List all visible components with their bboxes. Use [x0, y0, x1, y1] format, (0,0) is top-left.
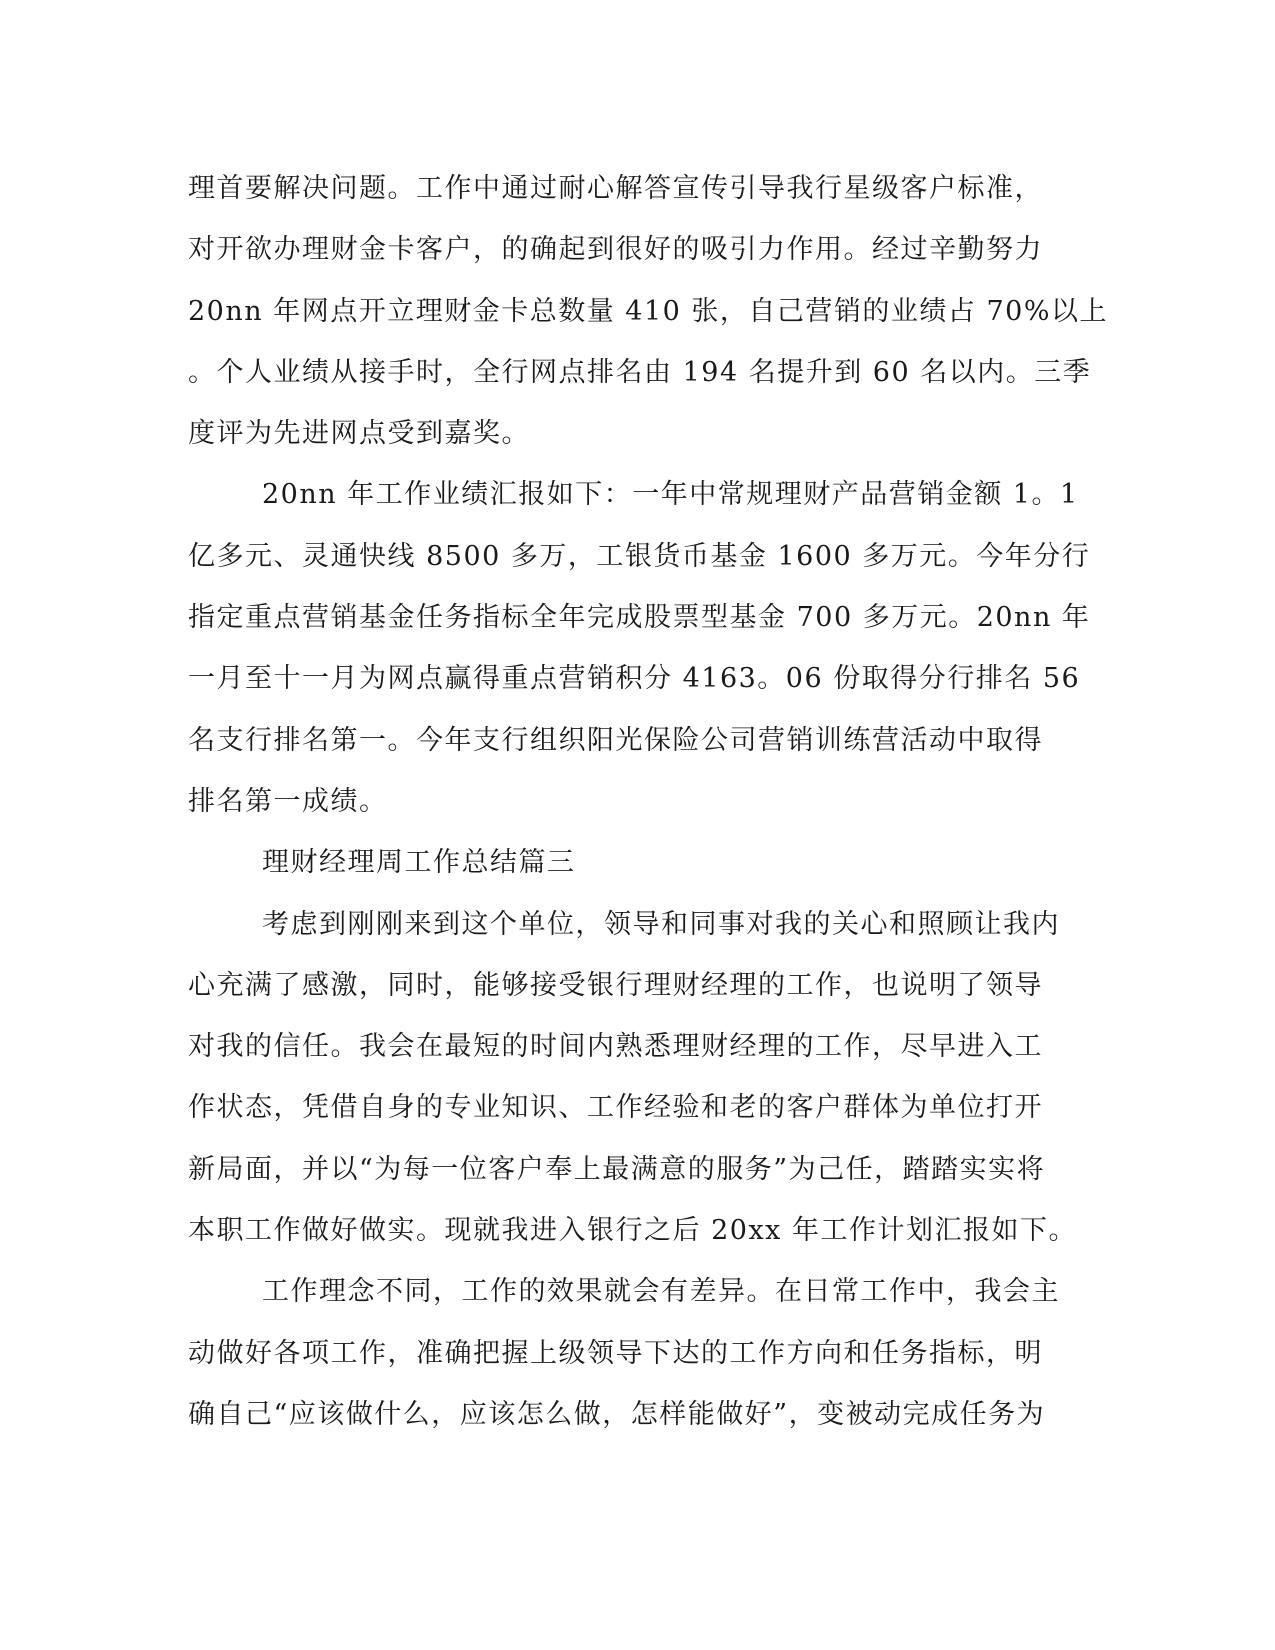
- text-line: 名支行排名第一。今年支行组织阳光保险公司营销训练营活动中取得: [188, 724, 1043, 756]
- text-line: 对我的信任。我会在最短的时间内熟悉理财经理的工作，尽早进入工: [188, 1031, 1043, 1063]
- text-line: 确自己“应该做什么，应该怎么做，怎样能做好”，变被动完成任务为: [188, 1398, 1046, 1430]
- text-line: 度评为先进网点受到嘉奖。: [188, 418, 530, 450]
- text-line: 考虑到刚刚来到这个单位，领导和同事对我的关心和照顾让我内: [262, 908, 1060, 940]
- text-line: 对开欲办理财金卡客户，的确起到很好的吸引力作用。经过辛勤努力: [188, 234, 1043, 266]
- section-heading: 理财经理周工作总结篇三: [262, 847, 576, 879]
- text-line: 20nn 年网点开立理财金卡总数量 410 张，自己营销的业绩占 70%以上: [188, 295, 1109, 327]
- text-line: 亿多元、灵通快线 8500 多万，工银货币基金 1600 多万元。今年分行: [188, 540, 1091, 572]
- text-line: 工作理念不同，工作的效果就会有差异。在日常工作中，我会主: [262, 1276, 1060, 1308]
- text-line: 心充满了感激，同时，能够接受银行理财经理的工作，也说明了领导: [188, 969, 1043, 1001]
- text-line: 新局面，并以“为每一位客户奉上最满意的服务”为己任，踏踏实实将: [188, 1153, 1046, 1185]
- text-line: 排名第一成绩。: [188, 785, 388, 817]
- text-line: 指定重点营销基金任务指标全年完成股票型基金 700 多万元。20nn 年: [188, 602, 1091, 634]
- text-line: 作状态，凭借自身的专业知识、工作经验和老的客户群体为单位打开: [188, 1092, 1043, 1124]
- text-line: 理首要解决问题。工作中通过耐心解答宣传引导我行星级客户标准，: [188, 173, 1043, 204]
- text-line: 一月至十一月为网点赢得重点营销积分 4163。06 份取得分行排名 56: [188, 663, 1081, 695]
- text-line: 20nn 年工作业绩汇报如下：一年中常规理财产品营销金额 1。1: [262, 479, 1079, 511]
- document-body: [188, 158, 1109, 1445]
- text-line: 动做好各项工作，准确把握上级领导下达的工作方向和任务指标，明: [188, 1337, 1043, 1369]
- text-line: 。个人业绩从接手时，全行网点排名由 194 名提升到 60 名以内。三季: [188, 356, 1092, 388]
- text-line: 本职工作做好做实。现就我进入银行之后 20xx 年工作计划汇报如下。: [188, 1215, 1077, 1247]
